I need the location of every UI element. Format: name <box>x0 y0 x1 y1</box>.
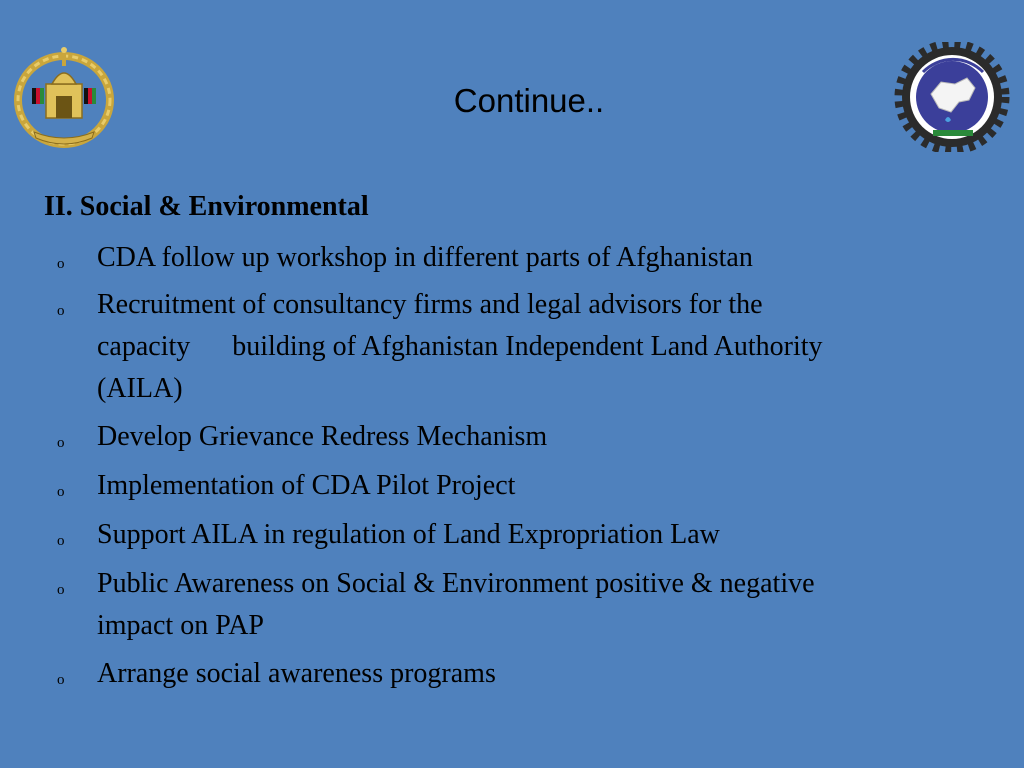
list-item-line: capacity building of Afghanistan Independent Land Authority <box>97 331 823 362</box>
bullet-marker-icon: o <box>57 533 65 549</box>
slide-title: Continue.. <box>453 82 605 119</box>
bullet-marker-icon: o <box>57 435 65 451</box>
list-item-line: Implementation of CDA Pilot Project <box>97 470 516 501</box>
list-item-line: Arrange social awareness programs <box>97 658 496 689</box>
section-heading: II. Social & Environmental <box>44 191 369 222</box>
bullet-marker-icon: o <box>57 484 65 500</box>
list-item-line: Recruitment of consultancy firms and legal advisors for the <box>97 289 763 320</box>
list-item-line: impact on PAP <box>97 610 264 641</box>
list-item-line: CDA follow up workshop in different parts of Afghanistan <box>97 242 753 273</box>
bullet-marker-icon: o <box>57 582 65 598</box>
list-item-line: Public Awareness on Social & Environment positive & negative <box>97 568 815 599</box>
list-item-line: Develop Grievance Redress Mechanism <box>97 421 548 452</box>
bullet-marker-icon: o <box>57 303 65 319</box>
list-item-line: (AILA) <box>97 373 183 404</box>
bullet-marker-icon: o <box>57 672 65 688</box>
bullet-marker-icon: o <box>57 256 65 272</box>
list-item-line: Support AILA in regulation of Land Expropriation Law <box>97 519 720 550</box>
